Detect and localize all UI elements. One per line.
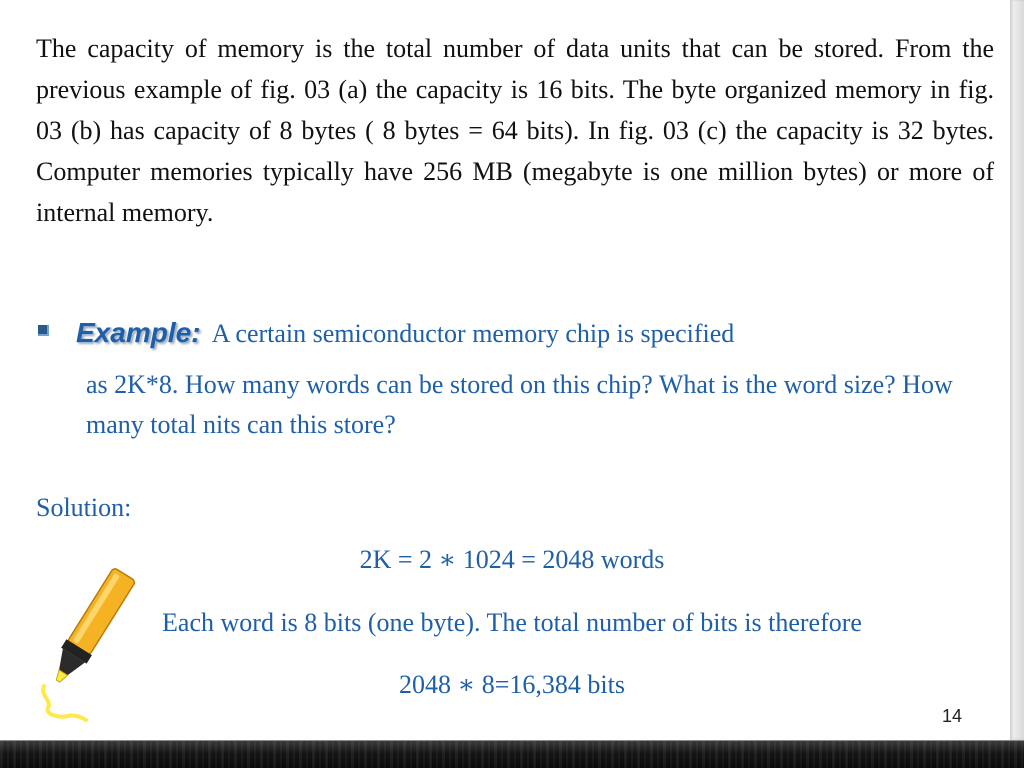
square-bullet-icon [38,325,49,336]
solution-heading: Solution: [36,493,132,522]
page-number: 14 [941,706,962,726]
example-label: Example: [76,317,201,348]
example-first-line [76,313,734,354]
example-continuation: as 2K*8. How many words can be stored on this chip? What is the word size? How many total nits can this store? [86,370,953,439]
capacity-paragraph: The capacity of memory is the total number of data units that can be stored. From the previous example of fig. 03 (a) the capacity is 16 bits. The byte organized memory in fig. 03 (b) has capacity of 8 bytes ( 8 bytes = 64 bits). In fig. 03 (c) the capacity is 32 bytes. Computer memories typically have 256 MB (megabyte is one million bytes) or more of internal memory. [36,34,994,227]
solution-equation-words: 2K = 2 ∗ 1024 = 2048 words [359,545,665,574]
solution-equation-bits: 2048 ∗ 8=16,384 bits [399,670,625,699]
example-first-line-text: A certain semiconductor memory chip is specified [211,319,735,348]
footer-band [0,740,1024,768]
solution-statement: Each word is 8 bits (one byte). The total number of bits is therefore [162,608,862,637]
